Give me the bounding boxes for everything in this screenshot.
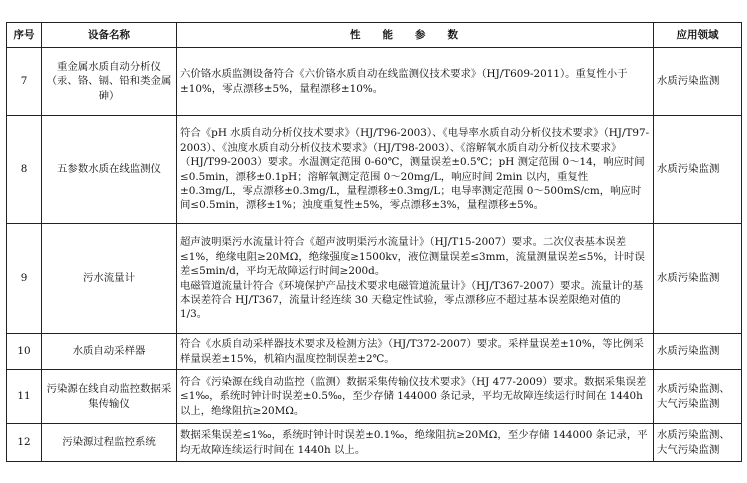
row-params-text: 超声波明渠污水流量计符合《超声波明渠污水流量计》（HJ/T15-2007）要求。二次仪表基本误差≤1%，绝缘电阻≥20MΩ，绝缘强度≥1500kv，液位测量误差≤3mm，流量测量误差≤5%，计时误差≤5min/d，平均无故障运行时间≥200d。 xyxy=(180,236,645,278)
row-params xyxy=(177,48,654,116)
row-no: 8 xyxy=(7,116,42,224)
row-device-name: 污染源在线自动监控数据采集传输仪 xyxy=(42,370,177,424)
row-application-field: 水质污染监测 xyxy=(654,334,742,370)
header-no: 序号 xyxy=(7,23,42,48)
table-row xyxy=(7,48,742,116)
row-params-text: 符合《pH 水质自动分析仪技术要求》（HJ/T96-2003）、《电导率水质自动分析仪技术要求》（HJ/T97-2003）、《浊度水质自动分析仪技术要求》（HJ/T98-2003）、《溶解氧水质自动分析仪技术要求》（HJ/T99-2003）要求。水温测定范围 0-60℃，测量误差±0.5℃；pH 测定范围 0～14，响应时间≤0.5min，漂移±0.1pH；溶解氧测定范围 0～20mg/L，响应时间 2min 以内，重复性±0.3mg/L，零点漂移±0.3mg/L，量程漂移±0.3mg/L；电导率测定范围 0～500mS/cm，响应时间≤0.5min，漂移±1%；浊度重复性±5%，零点漂移±3%，量程漂移±5%。 xyxy=(180,127,650,212)
table-row xyxy=(7,370,742,424)
spec-table xyxy=(6,22,742,462)
row-params xyxy=(177,370,654,424)
row-no: 10 xyxy=(7,334,42,370)
row-params-text: 电磁管道流量计符合《环境保护产品技术要求电磁管道流量计》（HJ/T367-2007）要求。流量计的基本误差符合 HJ/T367，流量计经连续 30 天稳定性试验，零点漂移应不超过基本误差限绝对值的 1/3。 xyxy=(180,279,644,321)
row-application-field: 水质污染监测、大气污染监测 xyxy=(654,370,742,424)
row-device-name: 污水流量计 xyxy=(42,224,177,334)
row-params xyxy=(177,424,654,462)
header-performance-params: 性能参数 xyxy=(177,23,654,48)
row-application-field: 水质污染监测 xyxy=(654,48,742,116)
row-application-field: 水质污染监测 xyxy=(654,116,742,224)
row-params-text: 符合《污染源在线自动监控（监测）数据采集传输仪技术要求》（HJ 477-2009）要求。数据采集误差≤1‰，系统时钟计时误差±0.5‰，至少存储 144000 条记录，平均无故障连续运行时间在 1440h 以上，绝缘阻抗≥20MΩ。 xyxy=(180,375,647,417)
row-no: 9 xyxy=(7,224,42,334)
row-params-text: 符合《水质自动采样器技术要求及检测方法》（HJ/T372-2007）要求。采样量误差±10%，等比例采样量误差±15%，机箱内温度控制误差±2℃。 xyxy=(180,338,644,365)
header-application-field: 应用领域 xyxy=(654,23,742,48)
table-row xyxy=(7,334,742,370)
row-application-field: 水质污染监测、大气污染监测 xyxy=(654,424,742,462)
row-device-name: 重金属水质自动分析仪（汞、铬、镉、铅和类金属砷） xyxy=(42,48,177,116)
row-device-name: 五参数水质在线监测仪 xyxy=(42,116,177,224)
table-header-row xyxy=(7,23,742,48)
row-no: 7 xyxy=(7,48,42,116)
row-params xyxy=(177,334,654,370)
row-params xyxy=(177,224,654,334)
row-params-text: 数据采集误差≤1‰，系统时钟计时误差±0.1‰，绝缘阻抗≥20MΩ，至少存储 144000 条记录，平均无故障连续运行时间在 1440h 以上。 xyxy=(180,429,648,456)
row-no: 12 xyxy=(7,424,42,462)
table-row xyxy=(7,424,742,462)
table-row xyxy=(7,116,742,224)
row-no: 11 xyxy=(7,370,42,424)
row-device-name: 污染源过程监控系统 xyxy=(42,424,177,462)
row-params-text: 六价铬水质监测设备符合《六价铬水质自动在线监测仪技术要求》（HJ/T609-2011）。重复性小于±10%，零点漂移±5%，量程漂移±10%。 xyxy=(180,68,628,95)
row-params xyxy=(177,116,654,224)
row-device-name: 水质自动采样器 xyxy=(42,334,177,370)
table-row xyxy=(7,224,742,334)
row-application-field: 水质污染监测 xyxy=(654,224,742,334)
header-device-name: 设备名称 xyxy=(42,23,177,48)
